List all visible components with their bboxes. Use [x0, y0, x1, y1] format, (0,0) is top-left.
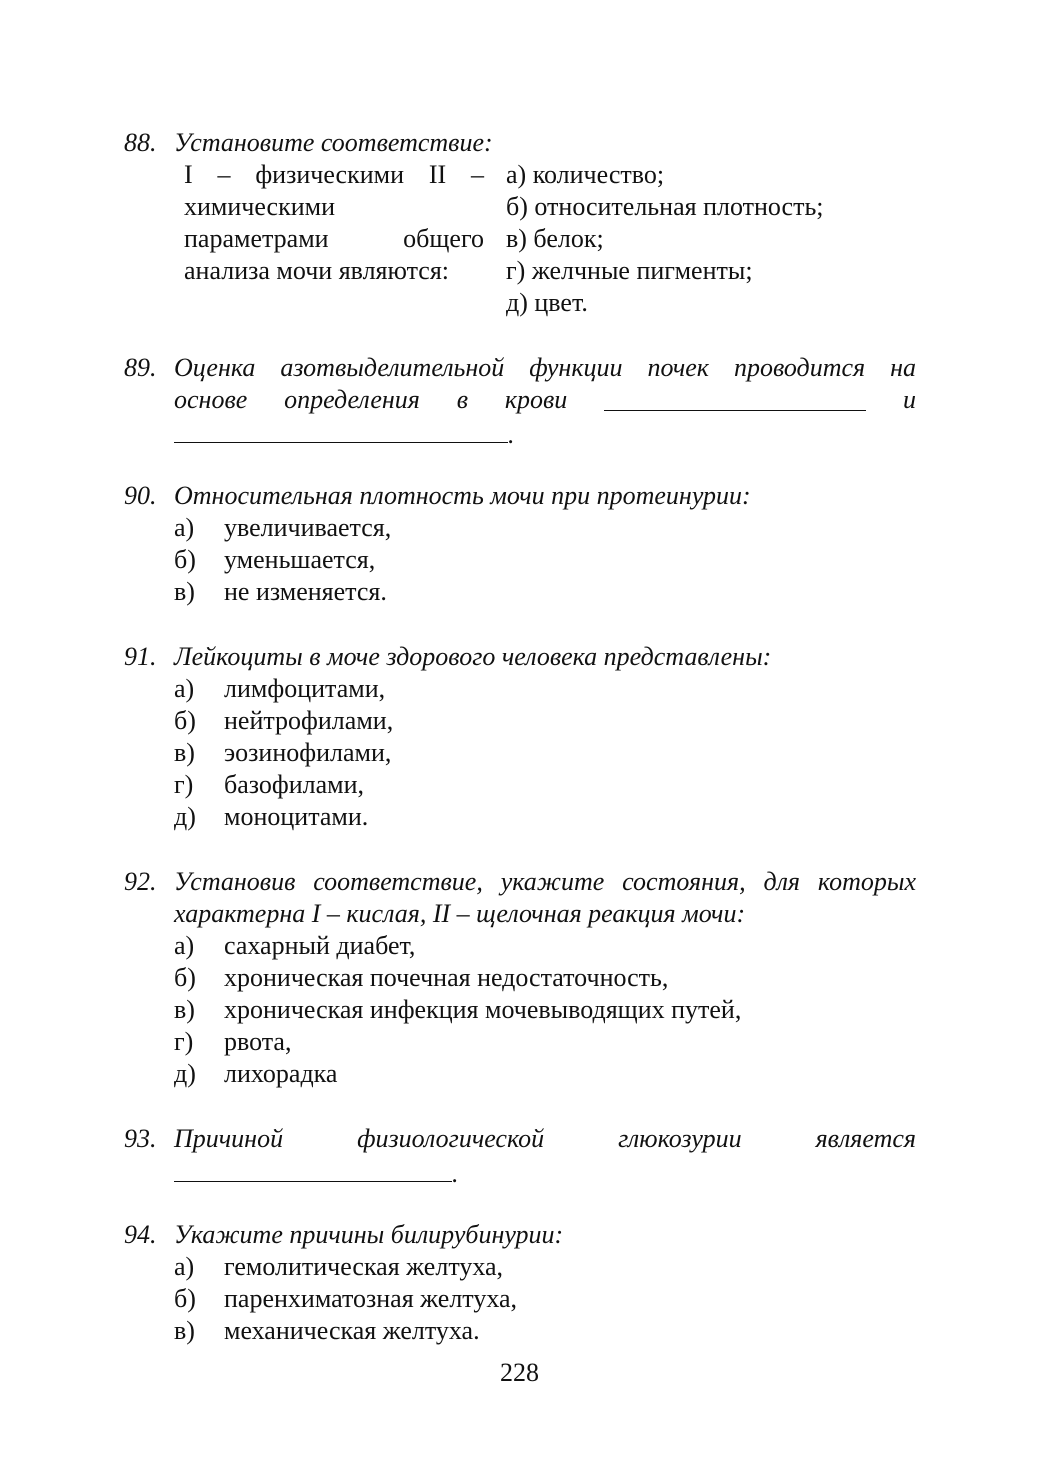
answer-option: а) увеличивается,	[174, 513, 392, 542]
question-88	[124, 127, 916, 319]
question-94	[124, 1219, 916, 1347]
answer-blank[interactable]	[174, 416, 508, 443]
question-stem: Оценка азотвыделительной функции почек проводится на	[174, 353, 916, 382]
answer-option: б) нейтрофилами,	[174, 706, 394, 735]
answer-option: г) рвота,	[174, 1027, 292, 1056]
answer-option: г) базофилами,	[174, 770, 365, 799]
answer-option: в) эозинофилами,	[174, 738, 392, 767]
answer-option: в) не изменяется.	[174, 577, 387, 606]
question-number: 92.	[124, 867, 157, 896]
answer-option: в) хроническая инфекция мочевыводящих путей,	[174, 995, 742, 1024]
matching-option: в) белок;	[506, 224, 604, 253]
answer-option: а) сахарный диабет,	[174, 931, 416, 960]
answer-option: б) уменьшается,	[174, 545, 376, 574]
question-number: 90.	[124, 481, 157, 510]
answer-option: б) хроническая почечная недостаточность,	[174, 963, 669, 992]
question-stem: Лейкоциты в моче здорового человека представлены:	[174, 642, 772, 671]
question-91	[124, 641, 916, 833]
question-93	[124, 1123, 916, 1190]
answer-options	[174, 930, 916, 1090]
answer-option: б) паренхиматозная желтуха,	[174, 1284, 518, 1313]
answer-option: а) лимфоцитами,	[174, 674, 386, 703]
answer-blank[interactable]	[604, 384, 866, 411]
question-90	[124, 480, 916, 608]
answer-option: д) лихорадка	[174, 1059, 338, 1088]
answer-options	[174, 1251, 916, 1347]
answer-blank[interactable]	[174, 1155, 452, 1182]
matching-option: г) желчные пигменты;	[506, 256, 753, 285]
matching-option: б) относительная плотность;	[506, 192, 824, 221]
page-number: 228	[500, 1358, 539, 1387]
question-number: 88.	[124, 128, 157, 157]
question-stem-line: основе определения в крови и	[174, 385, 916, 414]
answer-options	[174, 512, 916, 608]
matching-right-column	[506, 159, 824, 319]
question-stem-line: .	[174, 1155, 916, 1190]
question-stem: Установив соответствие, укажите состояния, для которых характерна I – кислая, II – щелочная реакция мочи:	[174, 867, 916, 928]
matching-left-column: I – физическими II – химическими параметрами общего анализа мочи являются:	[184, 160, 484, 285]
matching-option: а) количество;	[506, 160, 665, 189]
question-stem-line: .	[174, 416, 916, 451]
answer-option: д) моноцитами.	[174, 802, 369, 831]
answer-options	[174, 673, 916, 833]
question-stem: Установите соответствие:	[174, 128, 493, 157]
question-number: 89.	[124, 353, 157, 382]
question-stem: Укажите причины билирубинурии:	[174, 1220, 564, 1249]
question-number: 93.	[124, 1124, 157, 1153]
question-stem: Относительная плотность мочи при протеинурии:	[174, 481, 751, 510]
answer-option: в) механическая желтуха.	[174, 1316, 480, 1345]
question-89	[124, 352, 916, 451]
question-stem: Причиной физиологической глюкозурии является	[174, 1124, 916, 1153]
matching-table	[174, 159, 916, 319]
question-number: 94.	[124, 1220, 157, 1249]
matching-option: д) цвет.	[506, 288, 588, 317]
answer-option: а) гемолитическая желтуха,	[174, 1252, 504, 1281]
question-92	[124, 866, 916, 1090]
question-number: 91.	[124, 642, 157, 671]
